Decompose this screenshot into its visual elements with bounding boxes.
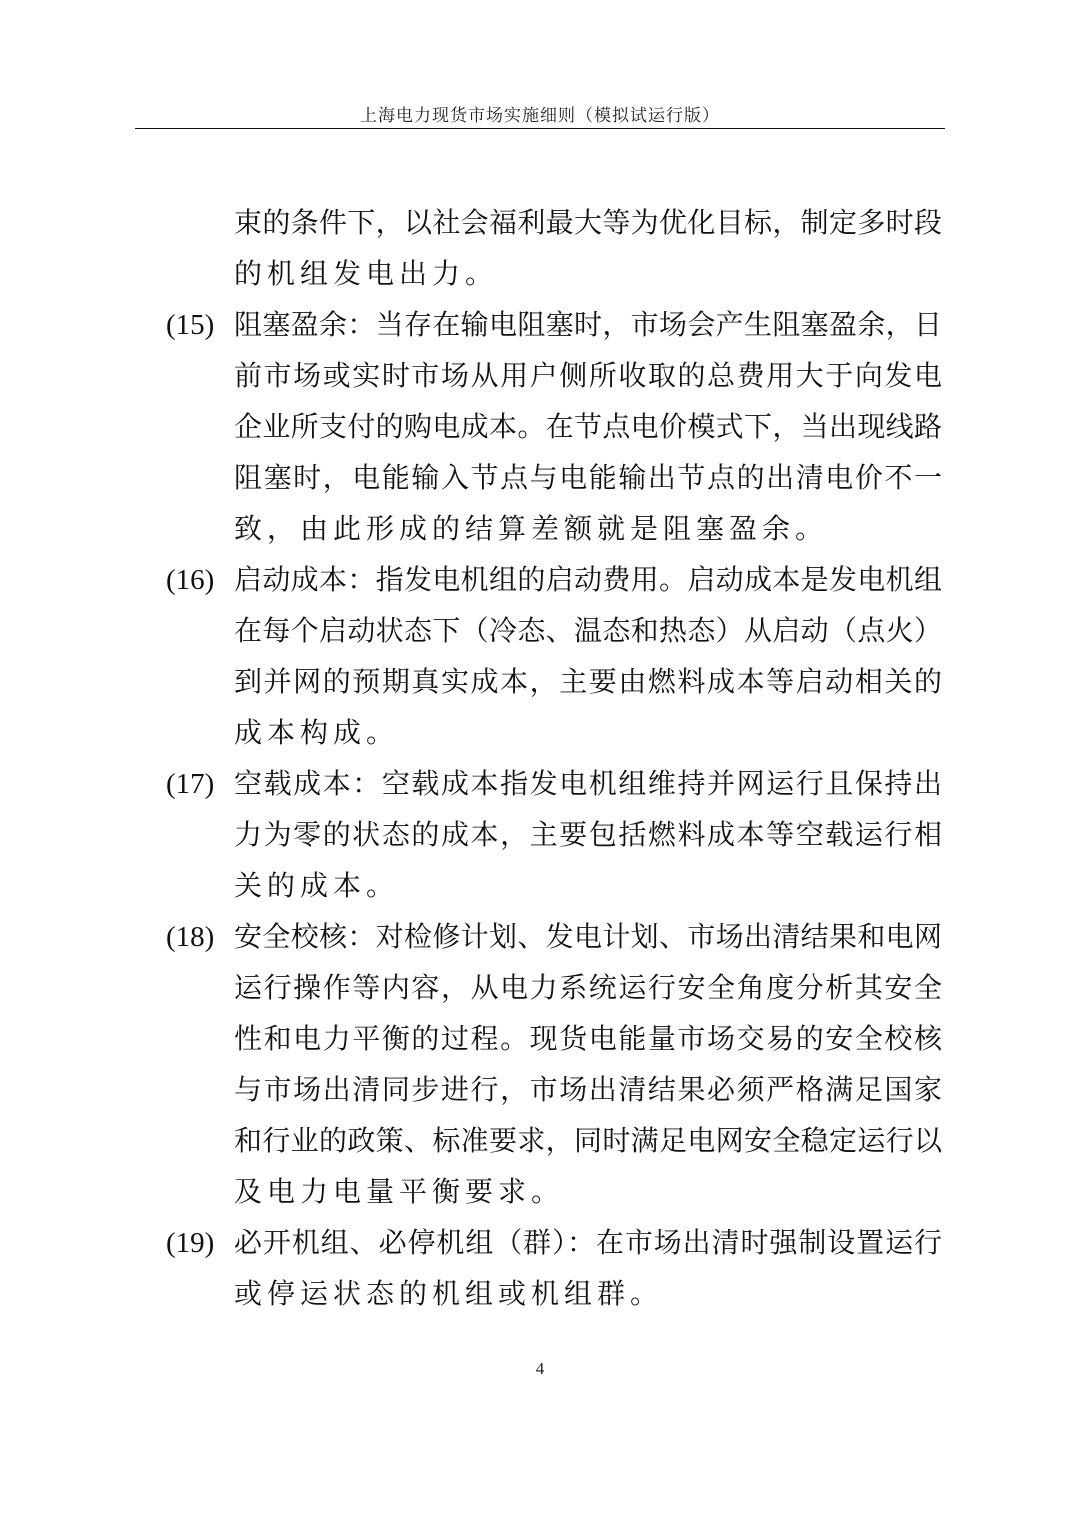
- paragraph-line: 关的成本。: [234, 869, 400, 902]
- header-divider: [135, 128, 945, 129]
- paragraph-line: 安全校核：对检修计划、发电计划、市场出清结果和电网: [234, 920, 943, 953]
- paragraph-line: 阻塞时，电能输入节点与电能输出节点的出清电价不一: [234, 461, 944, 494]
- paragraph-line: 力为零的状态的成本，主要包括燃料成本等空载运行相: [234, 818, 944, 851]
- page-header-title: 上海电力现货市场实施细则（模拟试运行版）: [360, 106, 720, 126]
- paragraph-line: 阻塞盈余：当存在输电阻塞时，市场会产生阻塞盈余，日: [234, 308, 943, 341]
- item-number: (17): [166, 768, 215, 800]
- item-number: (19): [166, 1227, 215, 1259]
- paragraph-line: 成本构成。: [234, 716, 400, 749]
- paragraph-line: 和行业的政策、标准要求，同时满足电网安全稳定运行以: [234, 1124, 943, 1157]
- paragraph-line: 运行操作等内容，从电力系统运行安全角度分析其安全: [234, 971, 944, 1004]
- paragraph-line: 到并网的预期真实成本，主要由燃料成本等启动相关的: [234, 665, 944, 698]
- item-number: (16): [166, 564, 215, 596]
- paragraph-line: 束的条件下，以社会福利最大等为优化目标，制定多时段: [234, 206, 943, 239]
- item-number: (18): [166, 921, 215, 953]
- paragraph-line: 性和电力平衡的过程。现货电能量市场交易的安全校核: [234, 1022, 944, 1055]
- item-number: (15): [166, 309, 215, 341]
- paragraph-line: 空载成本：空载成本指发电机组维持并网运行且保持出: [234, 767, 944, 800]
- paragraph-line: 企业所支付的购电成本。在节点电价模式下，当出现线路: [234, 410, 943, 443]
- paragraph-line: 启动成本：指发电机组的启动费用。启动成本是发电机组: [234, 563, 943, 596]
- paragraph-line: 的机组发电出力。: [234, 257, 499, 290]
- paragraph-line: 及电力电量平衡要求。: [234, 1175, 565, 1208]
- paragraph-line: 或停运状态的机组或机组群。: [234, 1277, 664, 1310]
- paragraph-line: 前市场或实时市场从用户侧所收取的总费用大于向发电: [234, 359, 944, 392]
- paragraph-line: 必开机组、必停机组（群）：在市场出清时强制设置运行: [234, 1226, 943, 1259]
- paragraph-line: 与市场出清同步进行，市场出清结果必须严格满足国家: [234, 1073, 944, 1106]
- paragraph-line: 致，由此形成的结算差额就是阻塞盈余。: [234, 512, 829, 545]
- page-number: 4: [535, 1359, 545, 1378]
- paragraph-line: 在每个启动状态下（冷态、温态和热态）从启动（点火）: [234, 614, 943, 647]
